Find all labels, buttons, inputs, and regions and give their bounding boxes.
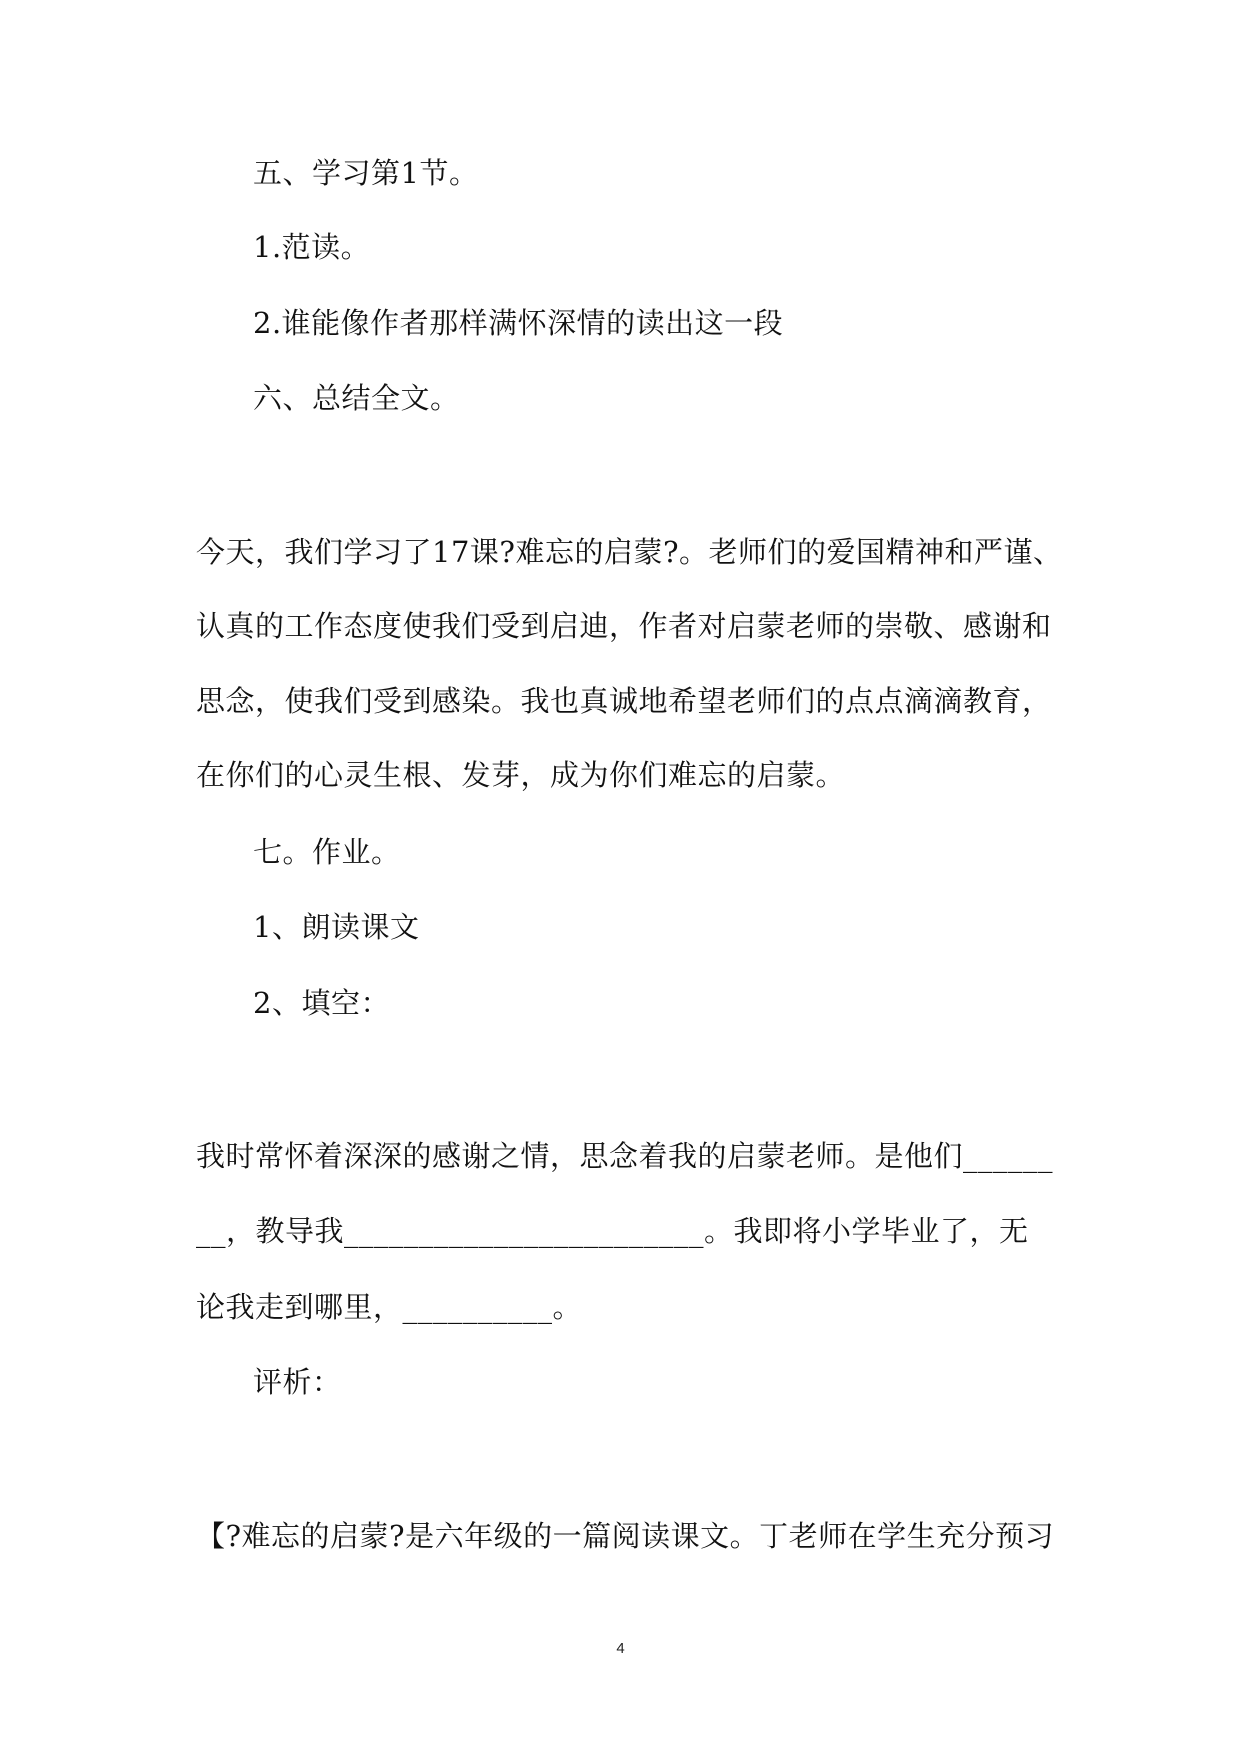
- homework-item-read-aloud: 1、朗读课文: [253, 910, 420, 944]
- commentary-label: 评析：: [253, 1365, 342, 1399]
- read-with-feeling-item: 2.谁能像作者那样满怀深情的读出这一段: [253, 306, 784, 340]
- section-six-title: 六、总结全文。: [253, 381, 460, 415]
- commentary-first-line: 【?难忘的启蒙?是六年级的一篇阅读课文。丁老师在学生充分预习: [196, 1519, 1055, 1553]
- fill-blank-line: 我时常怀着深深的感谢之情，思念着我的启蒙老师。是他们______: [196, 1139, 1054, 1173]
- fill-blank-line: __，教导我________________________。我即将小学毕业了，无: [196, 1214, 1029, 1248]
- summary-line: 思念，使我们受到感染。我也真诚地希望老师们的点点滴滴教育，: [196, 684, 1052, 718]
- summary-line: 在你们的心灵生根、发芽，成为你们难忘的启蒙。: [196, 758, 846, 792]
- fill-blank-line: 论我走到哪里，__________。: [196, 1290, 583, 1324]
- homework-item-fill-blank: 2、填空：: [253, 986, 390, 1020]
- section-seven-title: 七。作业。: [253, 835, 401, 869]
- summary-line: 今天，我们学习了17课?难忘的启蒙?。老师们的爱国精神和严谨、: [196, 535, 1063, 569]
- model-reading-item: 1.范读。: [253, 230, 371, 264]
- page-number: 4: [616, 1640, 625, 1657]
- section-five-title: 五、学习第1节。: [253, 156, 479, 190]
- summary-line: 认真的工作态度使我们受到启迪，作者对启蒙老师的崇敬、感谢和: [196, 609, 1052, 643]
